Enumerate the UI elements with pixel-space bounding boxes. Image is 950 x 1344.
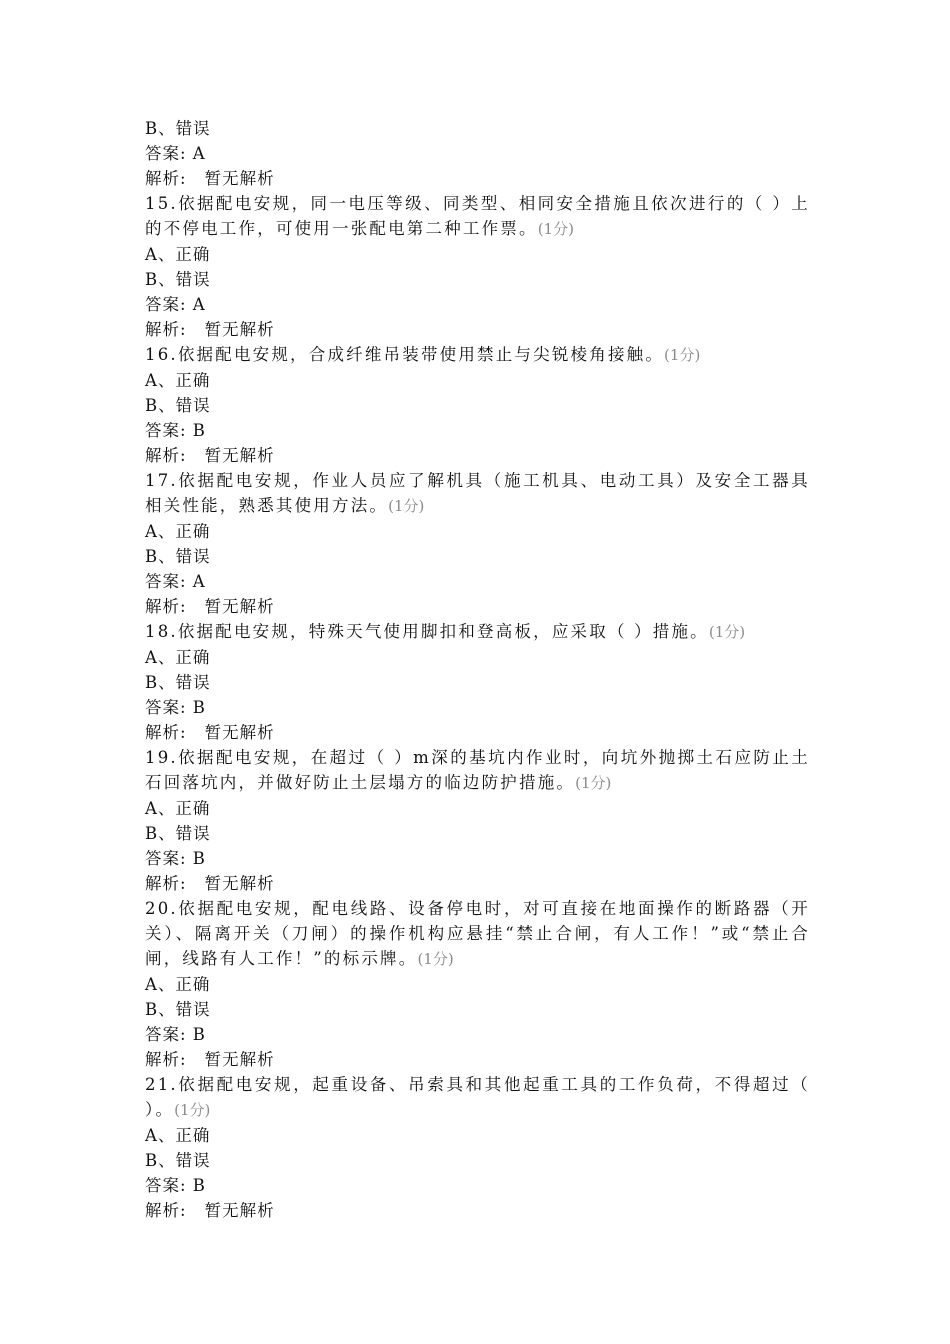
option-a: A、正确 <box>145 799 211 818</box>
answer: 答案: B <box>145 421 206 440</box>
question-stem <box>145 619 810 645</box>
analysis-text: 暂无解析 <box>204 169 275 188</box>
analysis-text: 暂无解析 <box>204 597 275 616</box>
analysis <box>145 720 810 745</box>
question-stem <box>145 468 810 519</box>
question-text: 15.依据配电安规，同一电压等级、同类型、相同安全措施且依次进行的（ ）上的不停电工作，可使用一张配电第二种工作票。 <box>145 194 810 238</box>
analysis <box>145 594 810 619</box>
option-b: B、错误 <box>145 673 211 692</box>
question-text: 16.依据配电安规，合成纤维吊装带使用禁止与尖锐棱角接触。 <box>145 345 665 364</box>
question-block <box>145 468 810 619</box>
answer: 答案: A <box>145 295 206 314</box>
analysis-label: 解析: <box>145 1201 187 1220</box>
analysis <box>145 166 810 191</box>
option-b: B、错误 <box>145 396 211 415</box>
question-stem <box>145 896 810 972</box>
answer: 答案: A <box>145 144 206 163</box>
analysis <box>145 317 810 342</box>
question-stem <box>145 191 810 242</box>
option-a: A、正确 <box>145 1126 211 1145</box>
analysis-label: 解析: <box>145 597 187 616</box>
question-score: (1分) <box>708 623 746 641</box>
question-stem <box>145 745 810 796</box>
question-block <box>145 342 810 468</box>
question-stem <box>145 342 810 368</box>
question-block <box>145 896 810 1072</box>
option-b: B、错误 <box>145 547 211 566</box>
question-block <box>145 745 810 896</box>
question-text: 20.依据配电安规，配电线路、设备停电时，对可直接在地面操作的断路器（开关）、隔离开关（刀闸）的操作机构应悬挂“禁止合闸，有人工作！”或“禁止合闸，线路有人工作！”的标示牌。 <box>145 899 810 968</box>
question-block <box>145 191 810 342</box>
question-score: (1分) <box>388 497 425 515</box>
option-a: A、正确 <box>145 522 211 541</box>
answer: 答案: B <box>145 698 206 717</box>
analysis-text: 暂无解析 <box>204 320 275 339</box>
analysis-label: 解析: <box>145 874 187 893</box>
analysis-label: 解析: <box>145 446 187 465</box>
option-b: B、错误 <box>145 270 211 289</box>
option-b: B、错误 <box>145 119 211 138</box>
answer: 答案: B <box>145 1025 206 1044</box>
question-score: (1分) <box>537 220 574 238</box>
analysis <box>145 1198 810 1223</box>
option-b: B、错误 <box>145 1151 211 1170</box>
analysis <box>145 871 810 896</box>
question-score: (1分) <box>664 346 701 364</box>
question-score: (1分) <box>174 1101 211 1119</box>
question-text: 19.依据配电安规，在超过（ ）m深的基坑内作业时，向坑外抛掷土石应防止土石回落坑内，并做好防止土层塌方的临边防护措施。 <box>145 748 810 792</box>
option-b: B、错误 <box>145 824 211 843</box>
analysis-label: 解析: <box>145 169 187 188</box>
analysis-label: 解析: <box>145 723 187 742</box>
question-stem <box>145 1072 810 1123</box>
option-a: A、正确 <box>145 371 211 390</box>
document-page <box>145 116 810 1223</box>
analysis-text: 暂无解析 <box>204 446 275 465</box>
analysis <box>145 1047 810 1072</box>
analysis-text: 暂无解析 <box>204 1050 275 1069</box>
analysis-text: 暂无解析 <box>204 874 275 893</box>
analysis-label: 解析: <box>145 320 187 339</box>
question-block <box>145 619 810 745</box>
option-a: A、正确 <box>145 975 211 994</box>
question-score: (1分) <box>417 950 454 968</box>
question-text: 17.依据配电安规，作业人员应了解机具（施工机具、电动工具）及安全工器具相关性能，熟悉其使用方法。 <box>145 471 810 515</box>
question-block <box>145 1072 810 1223</box>
analysis-text: 暂无解析 <box>204 723 275 742</box>
option-a: A、正确 <box>145 245 211 264</box>
answer: 答案: B <box>145 849 206 868</box>
answer: 答案: B <box>145 1176 206 1195</box>
analysis-label: 解析: <box>145 1050 187 1069</box>
option-a: A、正确 <box>145 648 211 667</box>
analysis-text: 暂无解析 <box>204 1201 275 1220</box>
question-text: 18.依据配电安规，特殊天气使用脚扣和登高板，应采取（ ）措施。 <box>145 622 709 641</box>
question-score: (1分) <box>575 774 612 792</box>
question-text: 21.依据配电安规，起重设备、吊索具和其他起重工具的工作负荷，不得超过（ ）。 <box>145 1075 810 1119</box>
analysis <box>145 443 810 468</box>
option-b: B、错误 <box>145 1000 211 1019</box>
answer: 答案: A <box>145 572 206 591</box>
